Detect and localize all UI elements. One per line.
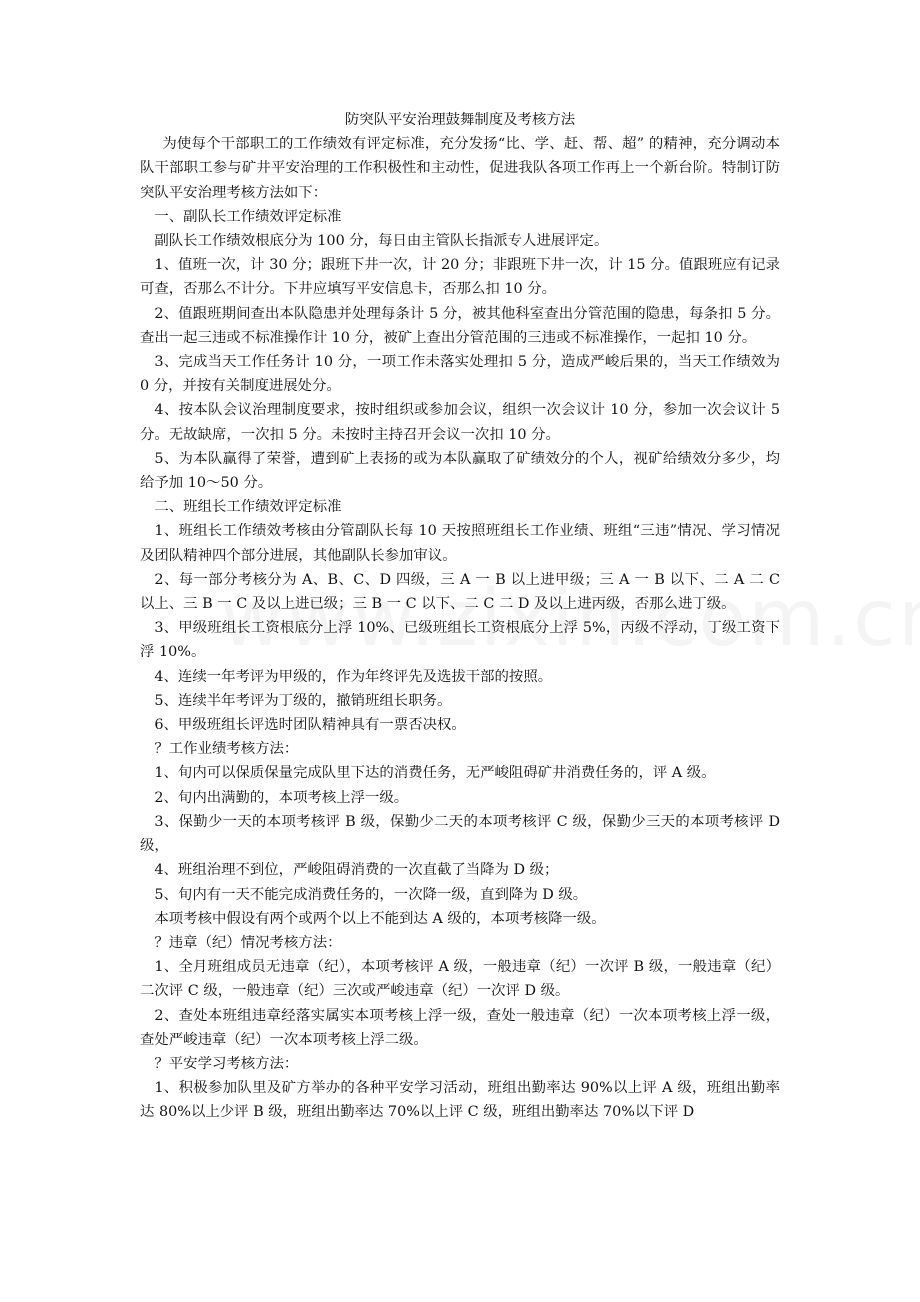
paragraph: 为使每个干部职工的工作绩效有评定标准，充分发扬“比、学、赶、帮、超” 的精神，充分调动本队干部职工参与矿井平安治理的工作积极性和主动性，促进我队各项工作再上一个新台阶。特制订防突队平安治理考核方法如下： <box>140 136 780 201</box>
paragraph: 5、为本队赢得了荣誉，遭到矿上表扬的或为本队赢取了矿绩效分的个人，视矿给绩效分多少，均给予加 10～50 分。 <box>140 450 780 492</box>
paragraph: 副队长工作绩效根底分为 100 分，每日由主管队长指派专人进展评定。 <box>154 233 609 250</box>
paragraph: 2、查处本班组违章经落实属实本项考核上浮一级，查处一般违章（纪）一次本项考核上浮一级，查处严峻违章（纪）一次本项考核上浮二级。 <box>140 1007 780 1048</box>
paragraph: 1、旬内可以保质保量完成队里下达的消费任务，无严峻阻碍矿井消费任务的，评 A 级。 <box>154 765 716 782</box>
paragraph: 本项考核中假设有两个或两个以上不能到达 A 级的，本项考核降一级。 <box>154 910 606 927</box>
section-heading: 二、班组长工作绩效评定标准 <box>154 499 342 516</box>
paragraph: 1、积极参加队里及矿方举办的各种平安学习活动，班组出勤率达 90%以上评 A 级，班组出勤率达 80%以上少评 B 级，班组出勤率达 70%以上评 C 级，班组出勤率达 70%以下评 D <box>140 1080 780 1121</box>
paragraph: 5、旬内有一天不能完成消费任务的，一次降一级，直到降为 D 级。 <box>154 886 588 903</box>
section-heading: ？违章（纪）情况考核方法： <box>154 934 342 951</box>
paragraph: 4、按本队会议治理制度要求，按时组织或参加会议，组织一次会议计 10 分，参加一次会议计 5 分。无故缺席，一次扣 5 分。未按时主持召开会议一次扣 10 分。 <box>140 402 780 443</box>
section-heading: ？工作业绩考核方法： <box>154 741 299 758</box>
document-page <box>140 108 780 1125</box>
section-heading: ？平安学习考核方法： <box>154 1055 299 1072</box>
section-heading: 一、副队长工作绩效评定标准 <box>154 208 342 225</box>
paragraph: 4、连续一年考评为甲级的，作为年终评先及选拔干部的按照。 <box>154 668 553 685</box>
paragraph: 5、连续半年考评为丁级的，撤销班组长职务。 <box>154 692 452 709</box>
paragraph: 3、完成当天工作任务计 10 分，一项工作未落实处理扣 5 分，造成严峻后果的，当天工作绩效为 0 分，并按有关制度进展处分。 <box>140 354 780 395</box>
paragraph: 2、值跟班期间查出本队隐患并处理每条计 5 分，被其他科室查出分管范围的隐患，每条扣 5 分。查出一起三违或不标准操作计 10 分，被矿上查出分管范围的三违或不标准操作，一起扣 10 分。 <box>140 305 780 346</box>
paragraph: 6、甲级班组长评选时团队精神具有一票否决权。 <box>154 717 466 734</box>
paragraph: 1、值班一次，计 30 分；跟班下井一次，计 20 分；非跟班下井一次，计 15 分。值跟班应有记录可查，否那么不计分。下井应填写平安信息卡，否那么扣 10 分。 <box>140 257 780 298</box>
document-body <box>140 132 780 1124</box>
paragraph: 1、全月班组成员无违章（纪），本项考核评 A 级，一般违章（纪）一次评 B 级，一般违章（纪）二次评 C 级，一般违章（纪）三次或严峻违章（纪）一次评 D 级。 <box>140 959 780 1000</box>
paragraph: 3、保勤少一天的本项考核评 B 级，保勤少二天的本项考核评 C 级，保勤少三天的本项考核评 D 级， <box>140 813 780 855</box>
paragraph: 1、班组长工作绩效考核由分管副队长每 10 天按照班组长工作业绩、班组“三违”情况、学习情况及团队精神四个部分进展，其他副队长参加审议。 <box>140 523 780 564</box>
paragraph: 3、甲级班组长工资根底分上浮 10%、已级班组长工资根底分上浮 5%，丙级不浮动，丁级工资下浮 10%。 <box>140 620 780 661</box>
paragraph: 2、旬内出满勤的，本项考核上浮一级。 <box>154 789 409 806</box>
paragraph: 2、每一部分考核分为 A、B、C、D 四级，三 A 一 B 以上进甲级；三 A 一 B 以下、二 A 二 C 以上、三 B 一 C 及以上进已级；三 B 一 C 以下、二 C 二 D 及以上进丙级，否那么进丁级。 <box>140 571 780 613</box>
document-title: 防突队平安治理鼓舞制度及考核方法 <box>344 112 576 128</box>
paragraph: 4、班组治理不到位，严峻阻碍消费的一次直截了当降为 D 级； <box>154 862 559 879</box>
